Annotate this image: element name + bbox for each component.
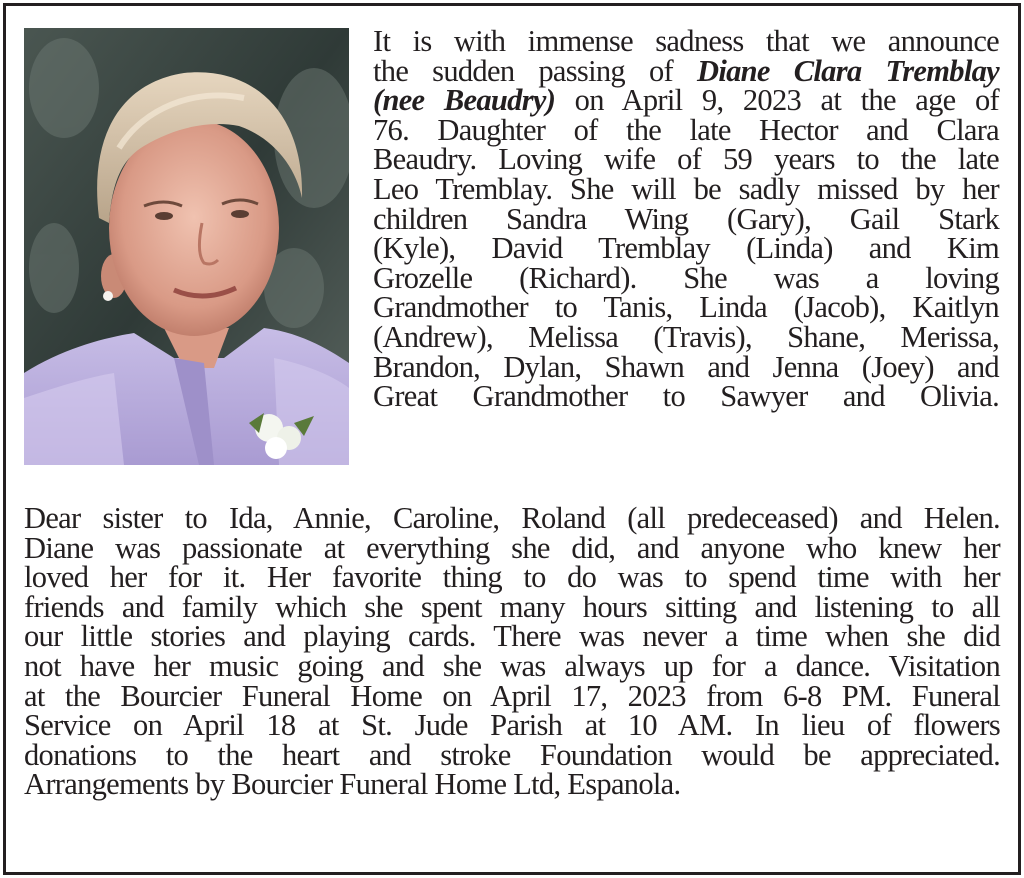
text-line: not have her music going and she was always up for a dance. Visitation [24, 648, 1000, 683]
maiden-name: (nee Beaudry) [373, 83, 556, 118]
text-line: (Kyle), David Tremblay (Linda) and Kim [373, 231, 999, 266]
text-line: our little stories and playing cards. There was never a time when she did [24, 619, 1000, 654]
text-line: Service on April 18 at St. Jude Parish at 10 AM. In lieu of flowers [24, 708, 1000, 743]
text-line [373, 53, 999, 88]
obituary-full-width-text [24, 501, 1000, 802]
text-line: (Andrew), Melissa (Travis), Shane, Merissa, [373, 319, 999, 354]
text-line [373, 83, 999, 118]
text-line: Dear sister to Ida, Annie, Caroline, Roland (all predeceased) and Helen. [24, 501, 1000, 535]
obituary-top-column [373, 24, 999, 414]
text-line: Brandon, Dylan, Shawn and Jenna (Joey) and [373, 349, 999, 384]
text-line: friends and family which she spent many hours sitting and listening to all [24, 589, 1000, 624]
text-line: Diane was passionate at everything she did, and anyone who knew her [24, 530, 1000, 565]
text-line: Beaudry. Loving wife of 59 years to the late [373, 142, 999, 177]
text-line: Grandmother to Tanis, Linda (Jacob), Kaitlyn [373, 290, 999, 325]
text-line: at the Bourcier Funeral Home on April 17, 2023 from 6-8 PM. Funeral [24, 678, 1000, 713]
text-line: donations to the heart and stroke Foundation would be appreciated. [24, 737, 1000, 772]
text-line: children Sandra Wing (Gary), Gail Stark [373, 201, 999, 236]
text-line: Leo Tremblay. She will be sadly missed by her [373, 171, 999, 206]
text-line: It is with immense sadness that we announce [373, 24, 999, 58]
deceased-name: Diane Clara Tremblay [697, 53, 999, 88]
portrait-photo [24, 28, 349, 465]
text-line: Arrangements by Bourcier Funeral Home Ltd, Espanola. [24, 767, 681, 802]
text-fragment: on April 9, 2023 at the age of [555, 83, 999, 118]
text-line: loved her for it. Her favorite thing to do was to spend time with her [24, 560, 1000, 595]
text-fragment: the sudden passing of [373, 53, 697, 88]
text-line: Great Grandmother to Sawyer and Olivia. [373, 379, 999, 414]
text-line: Grozelle (Richard). She was a loving [373, 260, 999, 295]
text-line: 76. Daughter of the late Hector and Clara [373, 112, 999, 147]
